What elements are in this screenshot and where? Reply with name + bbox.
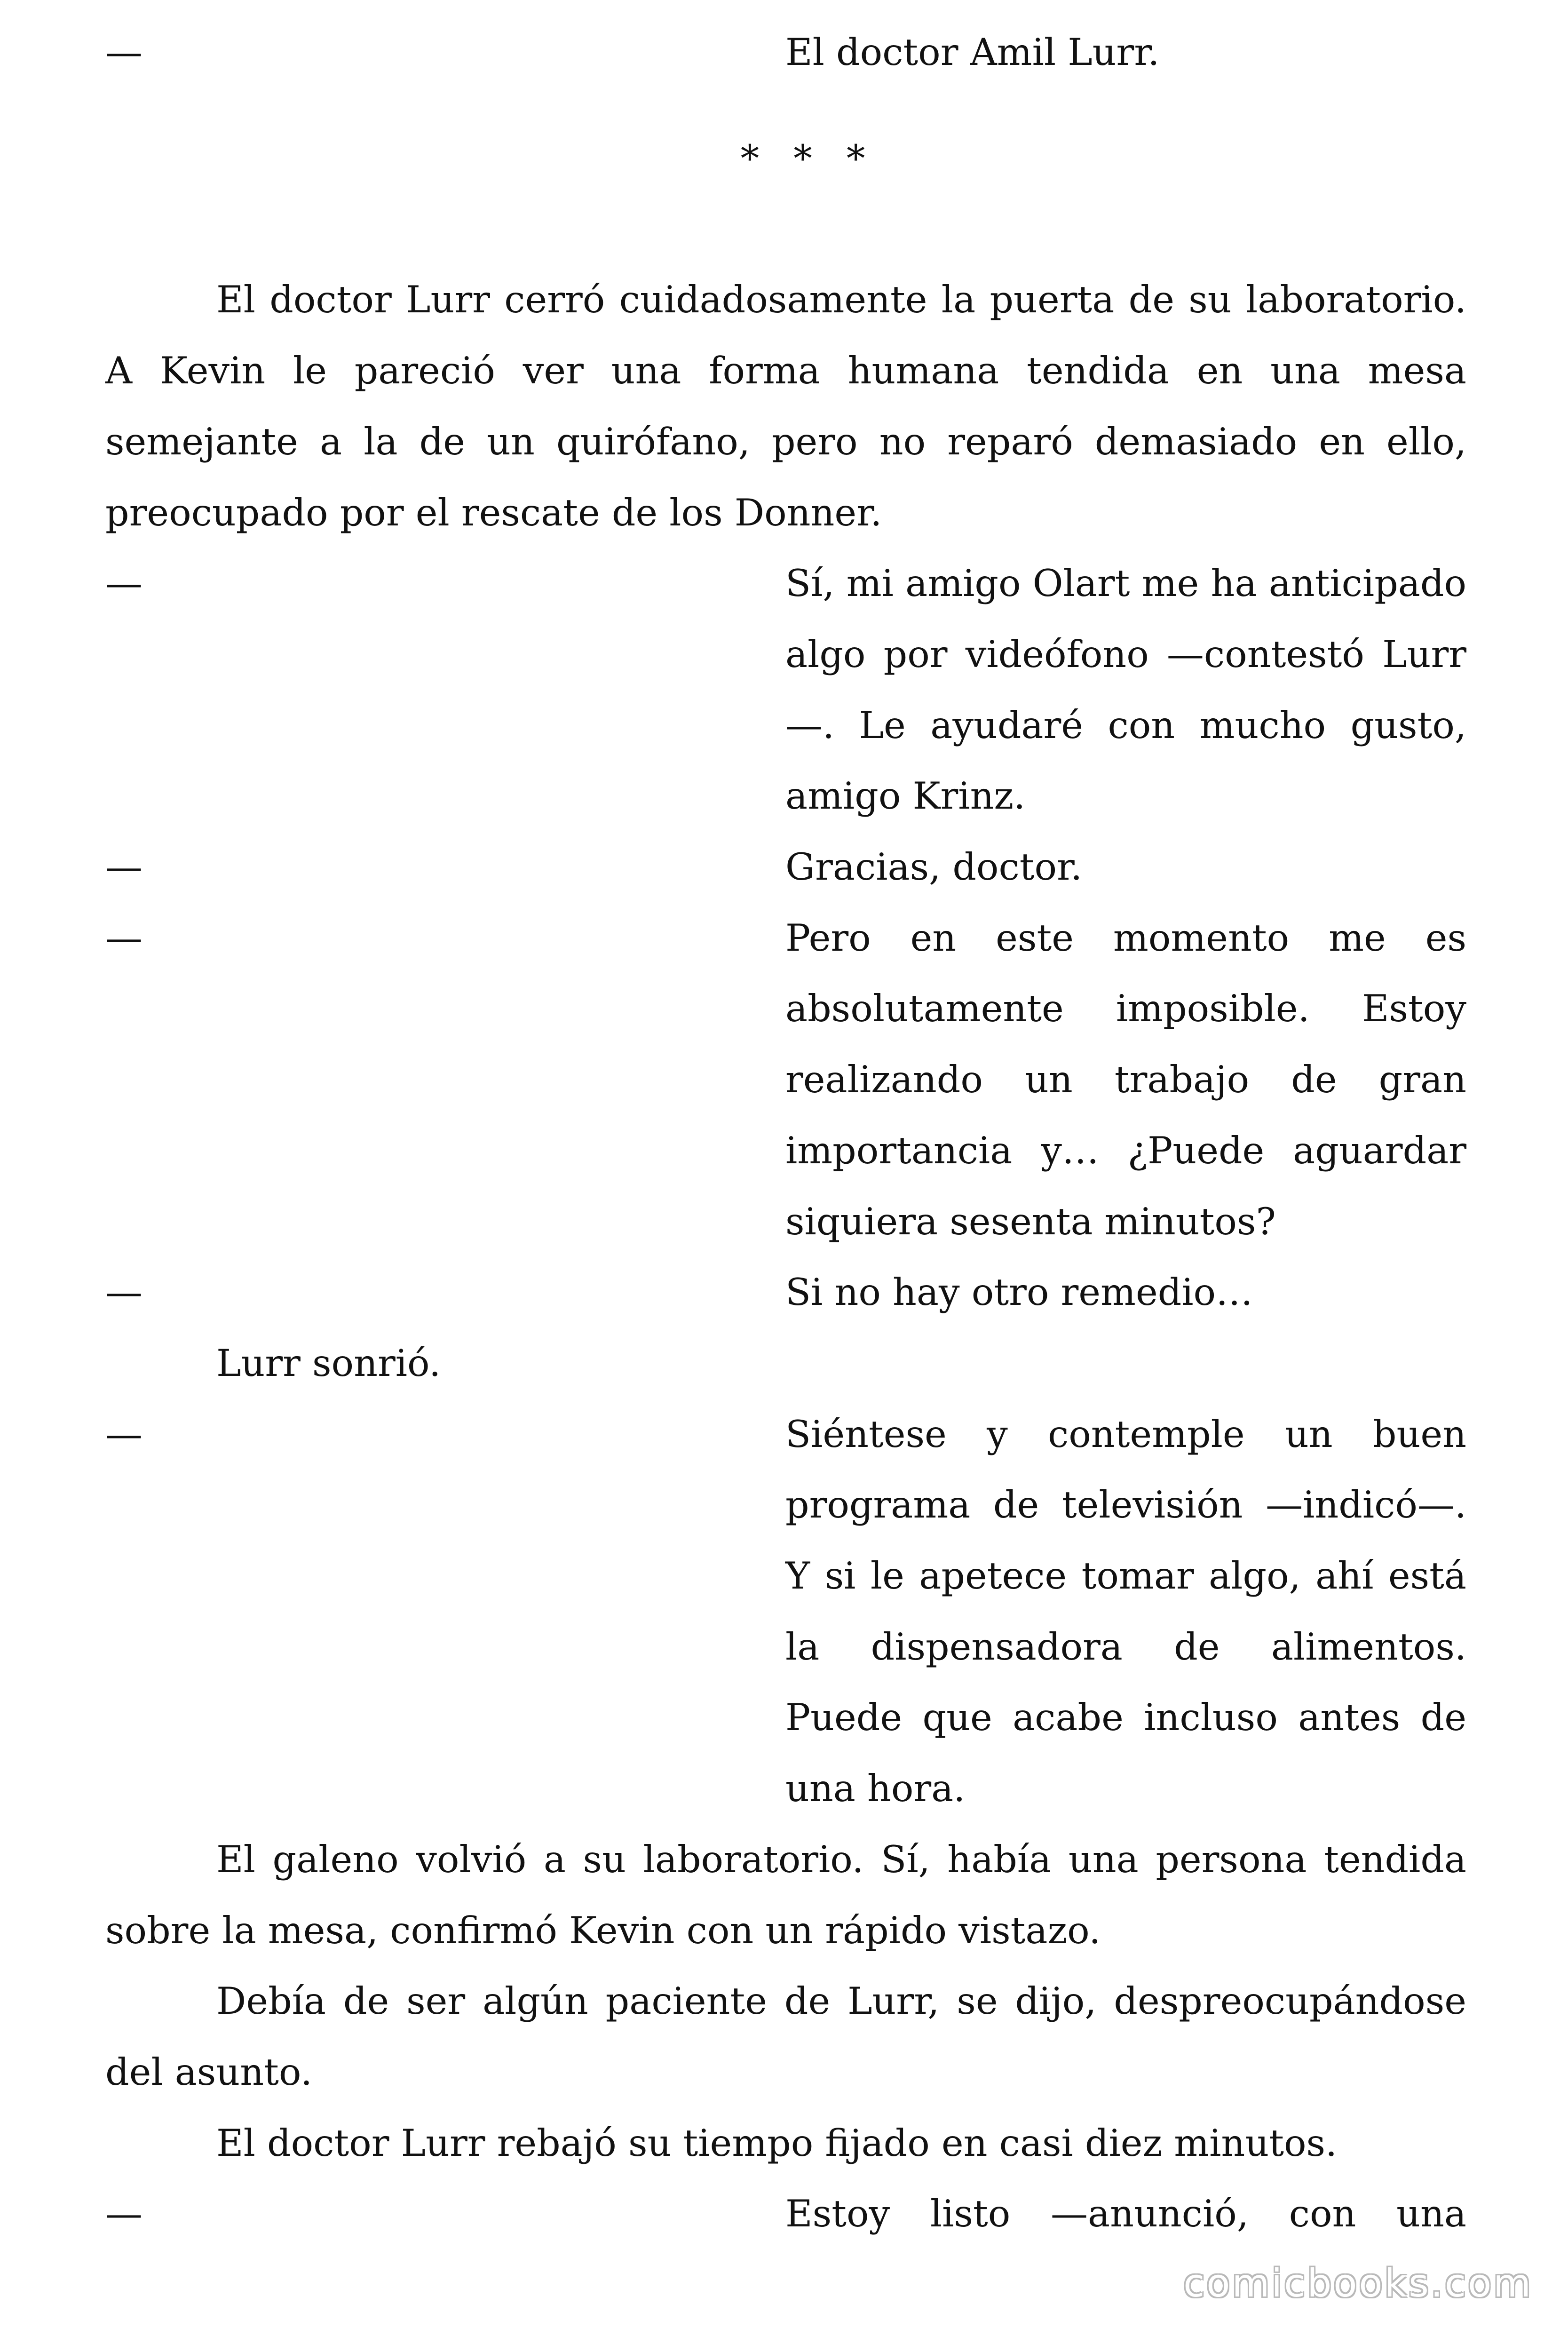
dialogue-dash: — bbox=[105, 2192, 143, 2236]
dialogue-line bbox=[105, 548, 1466, 832]
dialogue-dash: — bbox=[105, 31, 143, 74]
paragraph: El galeno volvió a su laboratorio. Sí, había una persona tendida sobre la mesa, confirmó Kevin con un rápido vistazo. bbox=[105, 1837, 1466, 1952]
dialogue-line bbox=[105, 17, 1466, 88]
paragraph: El doctor Lurr rebajó su tiempo fijado en casi diez minutos. bbox=[216, 2121, 1338, 2165]
dialogue-dash: — bbox=[105, 1412, 143, 1456]
dialogue-text: Siéntese y contemple un buen programa de televisión —indicó—. Y si le apetece tomar algo, ahí está la dispensadora de alimentos. Puede que acabe incluso antes de una hora. bbox=[785, 1412, 1466, 1811]
dialogue-text: Sí, mi amigo Olart me ha anticipado algo por videófono —contestó Lurr—. Le ayudaré con mucho gusto, amigo Krinz. bbox=[785, 562, 1466, 818]
paragraph: El doctor Lurr cerró cuidadosamente la puerta de su laboratorio. A Kevin le pareció ver una forma humana tendida en una mesa semejante a la de un quirófano, pero no reparó demasiado en ello, preocupado por el rescate de los Donner. bbox=[105, 278, 1466, 534]
dialogue-dash: — bbox=[105, 845, 143, 889]
dialogue-line bbox=[105, 1257, 1466, 1328]
dialogue-line bbox=[105, 832, 1466, 903]
dialogue-text: Estoy listo —anunció, con una bbox=[785, 2192, 1466, 2236]
dialogue-line bbox=[105, 903, 1466, 1257]
scene-separator: * * * bbox=[740, 136, 877, 180]
dialogue-dash: — bbox=[105, 916, 143, 960]
dialogue-text: Si no hay otro remedio… bbox=[785, 1271, 1253, 1314]
paragraph: Lurr sonrió. bbox=[216, 1341, 441, 1385]
paragraph: Debía de ser algún paciente de Lurr, se dijo, despreocupándose del asunto. bbox=[105, 1979, 1466, 2094]
dialogue-line bbox=[105, 1399, 1466, 1824]
dialogue-dash: — bbox=[105, 562, 143, 605]
dialogue-text: El doctor Amil Lurr. bbox=[785, 31, 1160, 74]
watermark-logo: comicbooks.com bbox=[1183, 2261, 1533, 2306]
dialogue-text: Pero en este momento me es absolutamente imposible. Estoy realizando un trabajo de gran importancia y… ¿Puede aguardar siquiera sesenta minutos? bbox=[785, 916, 1466, 1243]
dialogue-text: Gracias, doctor. bbox=[785, 845, 1083, 889]
book-page bbox=[105, 17, 1466, 2249]
dialogue-dash: — bbox=[105, 1271, 143, 1314]
dialogue-line bbox=[105, 2178, 1466, 2249]
